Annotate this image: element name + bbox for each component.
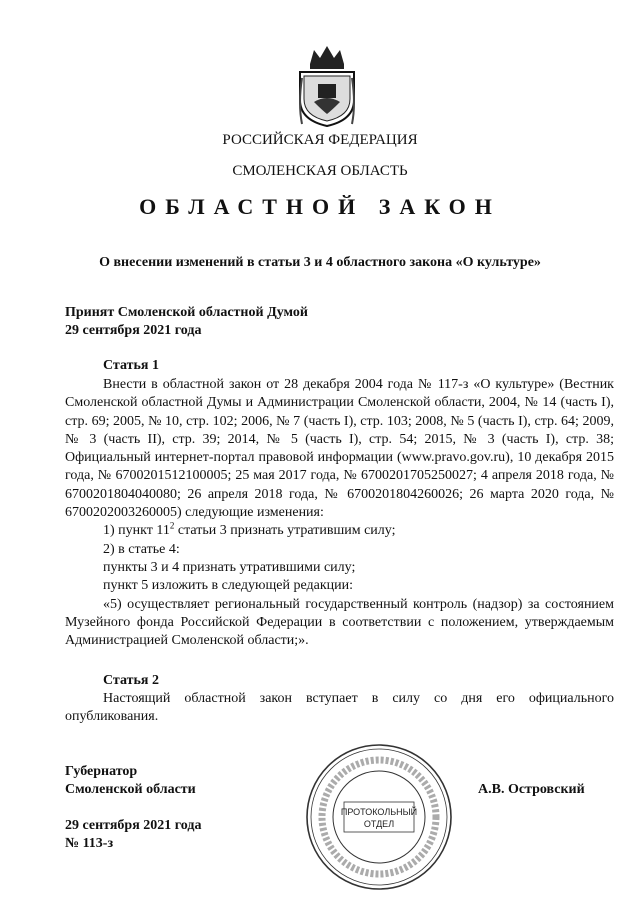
article-2-body xyxy=(65,690,614,727)
official-stamp-seal xyxy=(304,742,454,892)
law-subject: О внесении изменений в статьи 3 и 4 областного закона «О культуре» xyxy=(99,255,541,270)
adoption-line: Принят Смоленской областной Думой xyxy=(65,305,308,320)
country-heading: РОССИЙСКАЯ ФЕДЕРАЦИЯ xyxy=(222,132,418,148)
adoption-date: 29 сентября 2021 года xyxy=(65,323,202,338)
document-title: ОБЛАСТНОЙ ЗАКОН xyxy=(139,194,501,219)
signatory-title-line1: Губернатор xyxy=(65,764,138,779)
stamp-text-line1: ПРОТОКОЛЬНЫЙ xyxy=(340,807,418,817)
article-1-heading: Статья 1 xyxy=(103,358,159,373)
article-1-item-2: 2) в статье 4: xyxy=(103,541,180,557)
article-1-item-2b: пункт 5 изложить в следующей редакции: xyxy=(103,578,353,594)
law-date: 29 сентября 2021 года xyxy=(65,818,202,833)
law-number: № 113-з xyxy=(65,836,114,851)
region-heading: СМОЛЕНСКАЯ ОБЛАСТЬ xyxy=(232,163,408,179)
signatory-name: А.В. Островский xyxy=(478,782,585,797)
article-1-intro: Внести в областной закон от 28 декабря 2004 года № 117-з «О культуре» (Вестник Смоленской областной Думы и Администрации Смоленской области, 2004, № 14 (часть I), стр. 69; 2005, № 10, стр. 102; 2006, № 7 (часть I), стр. 103; 2008, № 5 (часть I), стр. 64; 2009, № 3 (часть II), стр. 39; 2014, № 5 (часть I), стр. 54; 2015, № 3 (часть I), стр. 38; Официальный интернет-портал правовой информации (www.pravo.gov.ru), 10 декабря 2015 года, № 6700201512100005; 25 мая 2017 года, № 6700201705250027; 4 апреля 2018 года, № 6700201804040080; 26 апреля 2018 года, № 6700201804260026; 26 марта 2020 года, № 6700202003260005) следующие изменения: xyxy=(65,377,614,521)
article-1-item-1: 1) пункт $11^2$ статьи 3 признать утратившим силу; xyxy=(103,520,396,539)
stamp-text-line2: ОТДЕЛ xyxy=(363,819,395,829)
article-1-quote: «5) осуществляет региональный государственный контроль (надзор) за состоянием Музейного фонда Российской Федерации в соответствии с положением, утверждаемым Администрацией Смоленской области;». xyxy=(65,596,614,649)
article-2-text: Настоящий областной закон вступает в силу со дня его официального опубликования. xyxy=(65,691,614,725)
article-2-heading: Статья 2 xyxy=(103,673,159,688)
article-1-body xyxy=(65,376,614,650)
signatory-title-line2: Смоленской области xyxy=(65,782,196,797)
article-1-item-2a: пункты 3 и 4 признать утратившими силу; xyxy=(103,559,356,575)
coat-of-arms-emblem xyxy=(296,44,358,128)
